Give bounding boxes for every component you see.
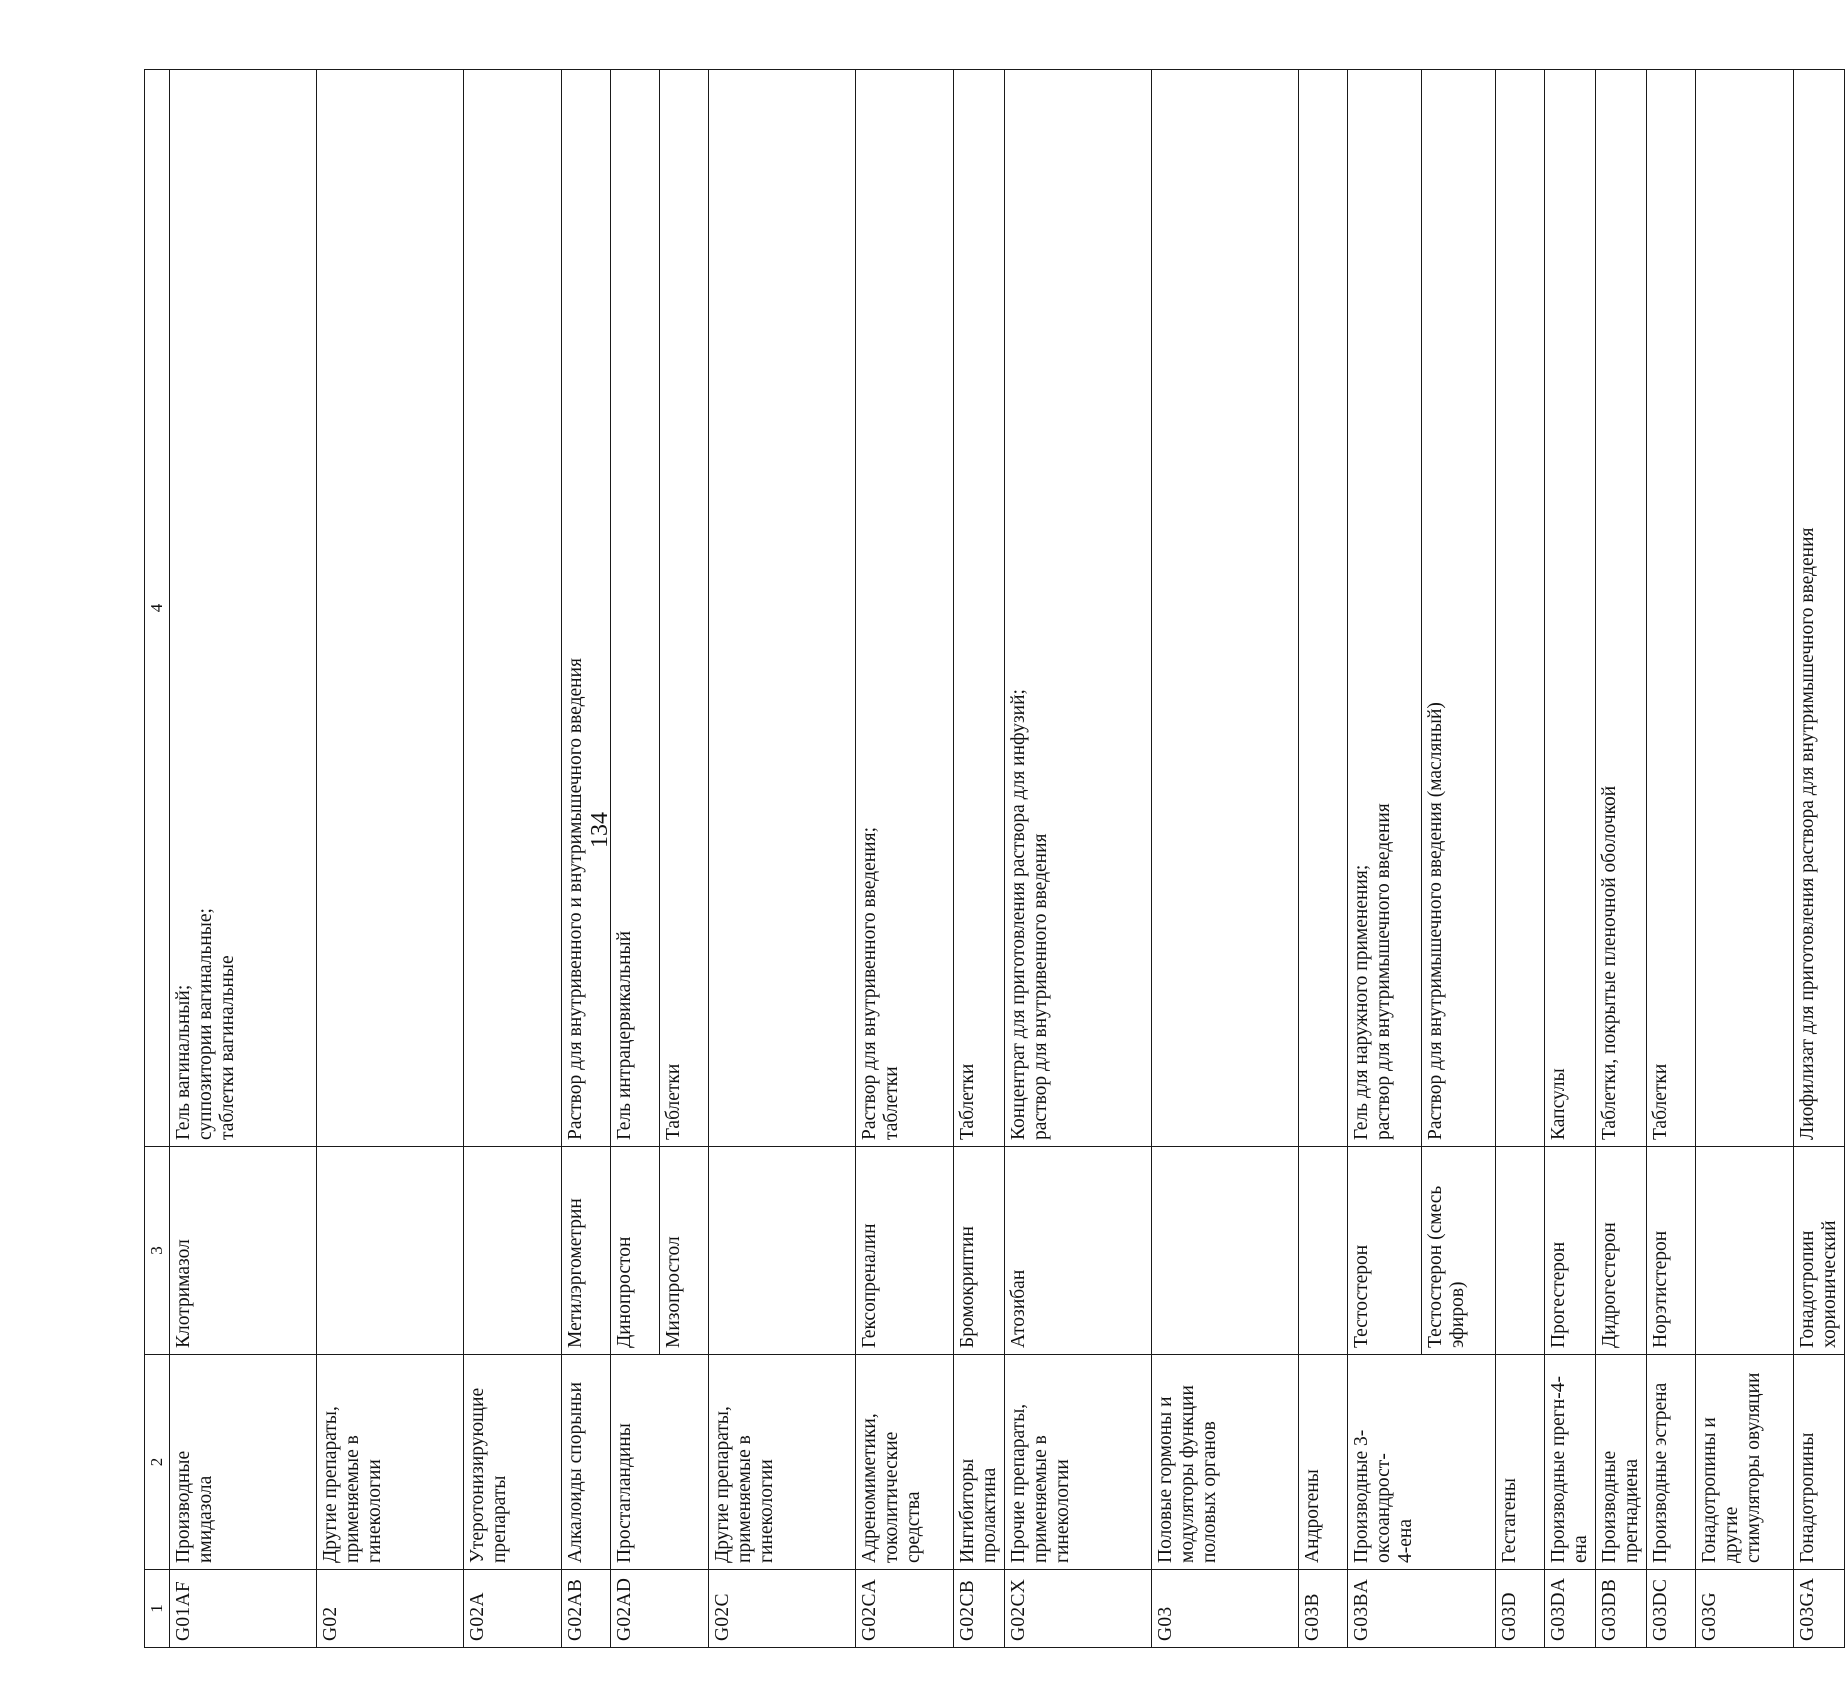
- drug-name-cell: [1545, 1147, 1596, 1355]
- table-row: [954, 70, 1005, 1648]
- dosage-form-cell: [1152, 70, 1299, 1147]
- dosage-form-cell-line: Таблетки: [663, 1063, 684, 1140]
- drug-classification-table: [144, 69, 1845, 1648]
- dosage-form-cell: [1696, 70, 1794, 1147]
- dosage-form-cell: [1794, 70, 1845, 1147]
- group-name-cell: [1647, 1355, 1696, 1570]
- group-name-cell: [1545, 1355, 1596, 1570]
- group-name-cell-line: Производные прегнадиена: [1599, 1450, 1642, 1563]
- atc-code-cell: G03G: [1696, 1570, 1794, 1648]
- table-row: [1647, 70, 1696, 1648]
- drug-name-cell: [1005, 1147, 1152, 1355]
- group-name-cell-line: препараты: [489, 1475, 510, 1563]
- group-name-cell-line: Половые гормоны и: [1155, 1396, 1176, 1563]
- group-name-cell-line: Производные имидазола: [173, 1450, 216, 1563]
- group-name-cell-line: токолитические средства: [881, 1431, 924, 1563]
- dosage-form-cell: [1299, 70, 1348, 1147]
- drug-name-cell-line: Тестостерон: [1351, 1244, 1372, 1348]
- column-header: 4: [145, 70, 170, 1147]
- table-row: [464, 70, 562, 1648]
- group-name-cell-line: Прочие препараты,: [1008, 1403, 1029, 1563]
- atc-code-cell: G03DB: [1596, 1570, 1647, 1648]
- drug-name-cell: [611, 1147, 660, 1355]
- table-row: [1545, 70, 1596, 1648]
- column-header: 2: [145, 1355, 170, 1570]
- atc-code-cell: G02C: [709, 1570, 856, 1648]
- group-name-cell: [1152, 1355, 1299, 1570]
- table-row: [1152, 70, 1299, 1648]
- dosage-form-cell: [1005, 70, 1152, 1147]
- page-number: 134: [587, 812, 613, 848]
- group-name-cell-line: Другие препараты,: [320, 1406, 341, 1563]
- atc-code-cell: G02CB: [954, 1570, 1005, 1648]
- dosage-form-cell-line: Гель интрацервикальный: [614, 930, 635, 1140]
- dosage-form-cell-line: Таблетки, покрытые пленочной оболочкой: [1599, 785, 1620, 1140]
- group-name-cell-line: оксоандрост-: [1373, 1453, 1394, 1563]
- group-name-cell-line: гинекологии: [1052, 1459, 1073, 1563]
- group-name-cell: [1596, 1355, 1647, 1570]
- atc-code-cell: G03: [1152, 1570, 1299, 1648]
- group-name-cell-line: Производные 3-: [1351, 1429, 1372, 1563]
- group-name-cell-line: Гонадотропины и другие: [1699, 1417, 1742, 1563]
- dosage-form-cell: [611, 70, 660, 1147]
- drug-name-cell-line: Динопростон: [614, 1236, 635, 1348]
- drug-name-cell: [1647, 1147, 1696, 1355]
- group-name-cell: [464, 1355, 562, 1570]
- table-row: [1005, 70, 1152, 1648]
- group-name-cell-line: 4-ена: [1395, 1519, 1416, 1563]
- dosage-form-cell: [660, 70, 709, 1147]
- dosage-form-cell-line: Раствор для внутривенного и внутримышечного введения: [565, 658, 586, 1140]
- group-name-cell-line: Алкалоиды спорыньи: [565, 1381, 586, 1563]
- atc-code-cell: G03BA: [1348, 1570, 1496, 1648]
- atc-code-cell: G02AB: [562, 1570, 611, 1648]
- drug-name-cell: [1422, 1147, 1496, 1355]
- group-name-cell-line: применяемые в: [734, 1435, 755, 1563]
- atc-code-cell: G03D: [1496, 1570, 1545, 1648]
- group-name-cell-line: Утеротонизирующие: [467, 1387, 488, 1563]
- drug-name-cell-line: Дидрогестерон: [1599, 1222, 1620, 1348]
- group-name-cell: [170, 1355, 317, 1570]
- group-name-cell-line: Андрогены: [1302, 1469, 1323, 1563]
- drug-name-cell-line: Норэтистерон: [1650, 1230, 1671, 1348]
- drug-name-cell: [464, 1147, 562, 1355]
- dosage-form-cell: [317, 70, 464, 1147]
- drug-name-cell-line: Мизопростол: [663, 1236, 684, 1348]
- dosage-form-cell-line: таблетки: [881, 1066, 902, 1140]
- atc-code-cell: G03DC: [1647, 1570, 1696, 1648]
- drug-name-cell: [856, 1147, 954, 1355]
- drug-name-cell: [660, 1147, 709, 1355]
- drug-name-cell-line: Атозибан: [1008, 1269, 1029, 1348]
- table-row: [1299, 70, 1348, 1648]
- group-name-cell-line: гинекологии: [756, 1459, 777, 1563]
- dosage-form-cell-line: раствор для внутримышечного введения: [1373, 803, 1394, 1140]
- group-name-cell-line: Гестагены: [1499, 1478, 1520, 1563]
- atc-code-cell: G02: [317, 1570, 464, 1648]
- group-name-cell: [954, 1355, 1005, 1570]
- drug-name-cell: [317, 1147, 464, 1355]
- drug-name-cell: [1348, 1147, 1422, 1355]
- dosage-form-cell-line: Раствор для внутривенного введения;: [859, 827, 880, 1140]
- drug-name-cell-line: Гексопреналин: [859, 1223, 880, 1348]
- group-name-cell-line: половых органов: [1199, 1421, 1220, 1563]
- dosage-form-cell: [1422, 70, 1496, 1147]
- atc-code-cell: G02A: [464, 1570, 562, 1648]
- table-row: [611, 70, 660, 1648]
- drug-name-cell: [1794, 1147, 1845, 1355]
- drug-name-cell-line: Метилэргометрин: [565, 1198, 586, 1348]
- atc-code-cell: G03GA: [1794, 1570, 1845, 1648]
- group-name-cell: [856, 1355, 954, 1570]
- dosage-form-cell-line: раствор для внутривенного введения: [1030, 833, 1051, 1140]
- group-name-cell: [709, 1355, 856, 1570]
- drug-name-cell: [709, 1147, 856, 1355]
- atc-code-cell: G03DA: [1545, 1570, 1596, 1648]
- drug-name-cell-line: Тестостерон (смесь эфиров): [1425, 1185, 1468, 1348]
- atc-code-cell: G02AD: [611, 1570, 709, 1648]
- dosage-form-cell: [709, 70, 856, 1147]
- atc-code-cell: G02CX: [1005, 1570, 1152, 1648]
- group-name-cell: [1348, 1355, 1496, 1570]
- group-name-cell-line: Другие препараты,: [712, 1406, 733, 1563]
- dosage-form-cell-line: Гель для наружного применения;: [1351, 864, 1372, 1140]
- atc-code-cell: G03B: [1299, 1570, 1348, 1648]
- drug-name-cell: [1696, 1147, 1794, 1355]
- table-row: [1348, 70, 1422, 1648]
- header-row: [145, 70, 170, 1648]
- drug-name-cell: [562, 1147, 611, 1355]
- group-name-cell: [1005, 1355, 1152, 1570]
- dosage-form-cell-line: Лиофилизат для приготовления раствора для внутримышечного введения: [1797, 527, 1818, 1140]
- group-name-cell-line: стимуляторы овуляции: [1743, 1372, 1764, 1563]
- table-row: [1496, 70, 1545, 1648]
- group-name-cell: [562, 1355, 611, 1570]
- group-name-cell: [317, 1355, 464, 1570]
- dosage-form-cell: [1647, 70, 1696, 1147]
- drug-name-cell-line: Бромокриптин: [957, 1226, 978, 1348]
- dosage-form-cell: [1596, 70, 1647, 1147]
- table-row: [1596, 70, 1647, 1648]
- table-row: [562, 70, 611, 1648]
- drug-name-cell: [1596, 1147, 1647, 1355]
- column-header: 3: [145, 1147, 170, 1355]
- group-name-cell: [1299, 1355, 1348, 1570]
- drug-name-cell-line: Прогестерон: [1548, 1241, 1569, 1348]
- drug-name-cell-line: Гонадотропин хорионический: [1797, 1220, 1840, 1348]
- group-name-cell-line: Производные прегн-4-ена: [1548, 1376, 1591, 1563]
- drug-name-cell: [1299, 1147, 1348, 1355]
- drug-name-cell: [1496, 1147, 1545, 1355]
- drug-name-cell: [170, 1147, 317, 1355]
- group-name-cell: [1696, 1355, 1794, 1570]
- column-header: 1: [145, 1570, 170, 1648]
- group-name-cell-line: применяемые в: [1030, 1435, 1051, 1563]
- dosage-form-cell: [170, 70, 317, 1147]
- group-name-cell-line: Ингибиторы пролактина: [957, 1458, 1000, 1563]
- atc-code-cell: G01AF: [170, 1570, 317, 1648]
- dosage-form-cell-line: Концентрат для приготовления раствора для инфузий;: [1008, 689, 1029, 1140]
- dosage-form-cell-line: таблетки вагинальные: [217, 955, 238, 1140]
- rotated-page: [144, 70, 1840, 1648]
- group-name-cell-line: Простагландины: [614, 1423, 635, 1563]
- group-name-cell: [1496, 1355, 1545, 1570]
- dosage-form-cell-line: Раствор для внутримышечного введения (масляный): [1425, 702, 1446, 1140]
- drug-name-cell-line: Клотримазол: [173, 1239, 194, 1348]
- table-row: [317, 70, 464, 1648]
- dosage-form-cell: [1545, 70, 1596, 1147]
- dosage-form-cell: [464, 70, 562, 1147]
- table-row: [709, 70, 856, 1648]
- dosage-form-cell: [1348, 70, 1422, 1147]
- group-name-cell-line: применяемые в: [342, 1435, 363, 1563]
- group-name-cell: [1794, 1355, 1845, 1570]
- drug-name-cell: [1152, 1147, 1299, 1355]
- drug-name-cell: [954, 1147, 1005, 1355]
- dosage-form-cell: [562, 70, 611, 1147]
- dosage-form-cell-line: Таблетки: [957, 1063, 978, 1140]
- group-name-cell: [611, 1355, 709, 1570]
- group-name-cell-line: модуляторы функции: [1177, 1385, 1198, 1563]
- table-row: [1794, 70, 1845, 1648]
- table-row: [1696, 70, 1794, 1648]
- group-name-cell-line: Производные эстрена: [1650, 1382, 1671, 1563]
- table-row: [856, 70, 954, 1648]
- group-name-cell-line: Гонадотропины: [1797, 1432, 1818, 1563]
- dosage-form-cell-line: Капсулы: [1548, 1068, 1569, 1140]
- group-name-cell-line: Адреномиметики,: [859, 1413, 880, 1563]
- dosage-form-cell-line: Таблетки: [1650, 1063, 1671, 1140]
- dosage-form-cell: [1496, 70, 1545, 1147]
- dosage-form-cell-line: Гель вагинальный;: [173, 984, 194, 1140]
- table-row: [170, 70, 317, 1648]
- dosage-form-cell: [856, 70, 954, 1147]
- dosage-form-cell: [954, 70, 1005, 1147]
- dosage-form-cell-line: суппозитории вагинальные;: [195, 908, 216, 1140]
- group-name-cell-line: гинекологии: [364, 1459, 385, 1563]
- atc-code-cell: G02CA: [856, 1570, 954, 1648]
